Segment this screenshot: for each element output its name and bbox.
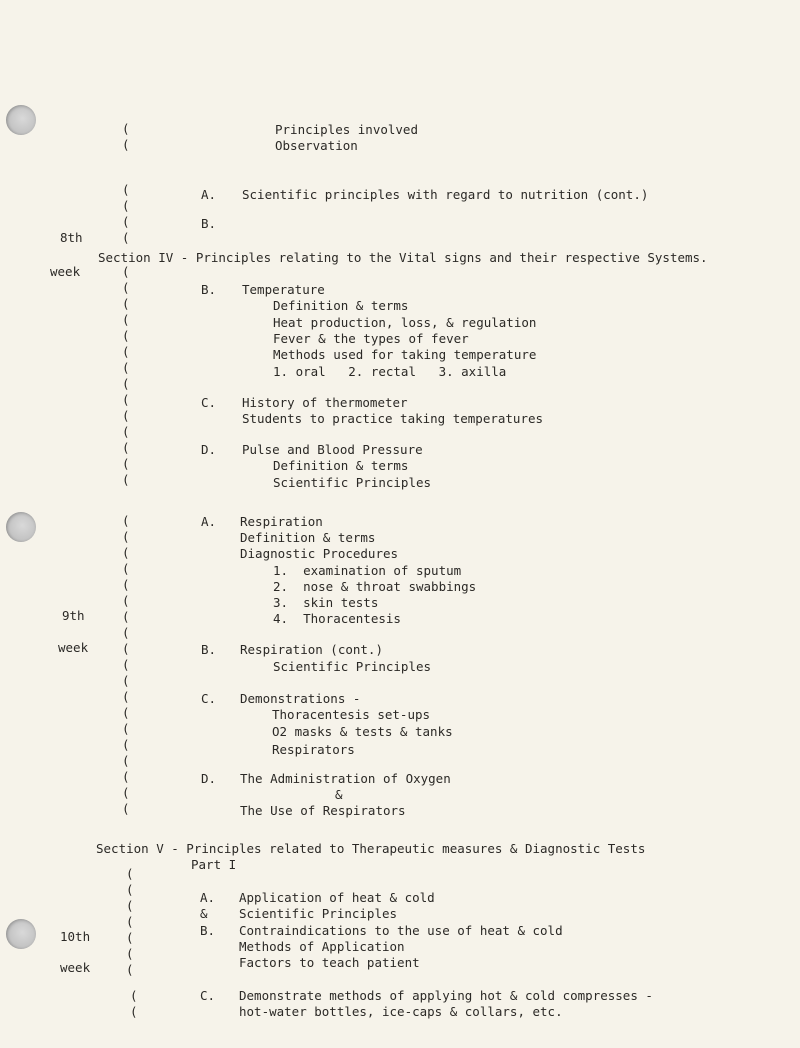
paren: ( bbox=[122, 182, 130, 197]
paren: ( bbox=[122, 360, 130, 375]
respiration-cont-title: Respiration (cont.) bbox=[240, 642, 383, 657]
respiration-cont-item: Scientific Principles bbox=[273, 659, 432, 674]
diagnostic-procedure: 1. examination of sputum bbox=[273, 563, 462, 578]
paren: ( bbox=[122, 529, 130, 544]
contraindications-sub: Factors to teach patient bbox=[239, 955, 420, 970]
paren: ( bbox=[122, 376, 130, 391]
temperature-title: Temperature bbox=[242, 282, 325, 297]
paren: ( bbox=[126, 962, 134, 977]
paren: ( bbox=[130, 1004, 138, 1019]
paren: ( bbox=[122, 344, 130, 359]
temperature-methods: 1. oral 2. rectal 3. axilla bbox=[273, 364, 507, 379]
paren: ( bbox=[126, 882, 134, 897]
paren: ( bbox=[122, 137, 130, 152]
paren: ( bbox=[126, 946, 134, 961]
diagnostic-procedure: 3. skin tests bbox=[273, 595, 379, 610]
item-letter: A. bbox=[201, 187, 217, 202]
nutrition-item: Scientific principles with regard to nutrition (cont.) bbox=[242, 187, 649, 202]
paren: ( bbox=[122, 753, 130, 768]
paren: ( bbox=[122, 593, 130, 608]
observation: Observation bbox=[275, 138, 358, 153]
ampersand: & bbox=[200, 906, 208, 921]
compresses-item: Demonstrate methods of applying hot & cold compresses - bbox=[239, 988, 653, 1003]
temperature-item: Definition & terms bbox=[273, 298, 409, 313]
paren: ( bbox=[122, 769, 130, 784]
paren: ( bbox=[122, 296, 130, 311]
contraindications-item: Contraindications to the use of heat & cold bbox=[239, 923, 563, 938]
week-9-label: week bbox=[58, 640, 89, 655]
item-letter: D. bbox=[201, 771, 217, 786]
respirators-title: The Use of Respirators bbox=[240, 803, 406, 818]
respiration-title: Respiration bbox=[240, 514, 323, 529]
week-8-number: 8th bbox=[60, 230, 83, 245]
demonstration-item: Thoracentesis set-ups bbox=[272, 707, 431, 722]
paren: ( bbox=[122, 657, 130, 672]
pulse-title: Pulse and Blood Pressure bbox=[242, 442, 423, 457]
paren: ( bbox=[122, 625, 130, 640]
paren: ( bbox=[126, 866, 134, 881]
item-letter: D. bbox=[201, 442, 217, 457]
oxygen-title: The Administration of Oxygen bbox=[240, 771, 451, 786]
paren: ( bbox=[122, 609, 130, 624]
heat-cold-principles: Scientific Principles bbox=[239, 906, 398, 921]
paren: ( bbox=[122, 641, 130, 656]
item-letter: C. bbox=[200, 988, 216, 1003]
paren: ( bbox=[122, 513, 130, 528]
paren: ( bbox=[126, 930, 134, 945]
diagnostic-procedure: 4. Thoracentesis bbox=[273, 611, 401, 626]
principles-involved: Principles involved bbox=[275, 122, 418, 137]
paren: ( bbox=[122, 198, 130, 213]
item-letter: B. bbox=[201, 216, 217, 231]
section-v-heading: Section V - Principles related to Therapeutic measures & Diagnostic Tests bbox=[96, 841, 646, 856]
demonstration-item: Respirators bbox=[272, 742, 355, 757]
respiration-item: Diagnostic Procedures bbox=[240, 546, 399, 561]
paren: ( bbox=[122, 689, 130, 704]
pulse-item: Scientific Principles bbox=[273, 475, 432, 490]
paren: ( bbox=[122, 673, 130, 688]
paren: ( bbox=[122, 577, 130, 592]
section-v-part: Part I bbox=[191, 857, 237, 872]
week-9-number: 9th bbox=[62, 608, 85, 623]
ampersand: & bbox=[335, 787, 343, 802]
item-letter: C. bbox=[201, 691, 217, 706]
item-letter: B. bbox=[201, 642, 217, 657]
item-letter: B. bbox=[200, 923, 216, 938]
item-letter: C. bbox=[201, 395, 217, 410]
paren: ( bbox=[126, 898, 134, 913]
paren: ( bbox=[122, 424, 130, 439]
thermometer-item: Students to practice taking temperatures bbox=[242, 411, 544, 426]
temperature-item: Methods used for taking temperature bbox=[273, 347, 537, 362]
paren: ( bbox=[126, 914, 134, 929]
temperature-item: Heat production, loss, & regulation bbox=[273, 315, 537, 330]
contraindications-sub: Methods of Application bbox=[239, 939, 405, 954]
paren: ( bbox=[122, 472, 130, 487]
paren: ( bbox=[122, 230, 130, 245]
paren: ( bbox=[122, 280, 130, 295]
thermometer-title: History of thermometer bbox=[242, 395, 408, 410]
paren: ( bbox=[122, 561, 130, 576]
diagnostic-procedure: 2. nose & throat swabbings bbox=[273, 579, 477, 594]
binder-hole bbox=[6, 512, 36, 542]
paren: ( bbox=[122, 312, 130, 327]
demonstration-item: O2 masks & tests & tanks bbox=[272, 724, 453, 739]
pulse-item: Definition & terms bbox=[273, 458, 409, 473]
paren: ( bbox=[122, 801, 130, 816]
paren: ( bbox=[122, 705, 130, 720]
item-letter: A. bbox=[201, 514, 217, 529]
item-letter: B. bbox=[201, 282, 217, 297]
paren: ( bbox=[130, 988, 138, 1003]
paren: ( bbox=[122, 785, 130, 800]
week-10-number: 10th bbox=[60, 929, 91, 944]
paren: ( bbox=[122, 264, 130, 279]
demonstrations-title: Demonstrations - bbox=[240, 691, 361, 706]
week-10-label: week bbox=[60, 960, 91, 975]
paren: ( bbox=[122, 440, 130, 455]
temperature-item: Fever & the types of fever bbox=[273, 331, 469, 346]
paren: ( bbox=[122, 408, 130, 423]
item-letter: A. bbox=[200, 890, 216, 905]
compresses-item-cont: hot-water bottles, ice-caps & collars, etc. bbox=[239, 1004, 563, 1019]
section-iv-heading: Section IV - Principles relating to the Vital signs and their respective Systems. bbox=[98, 250, 708, 265]
paren: ( bbox=[122, 392, 130, 407]
heat-cold-item: Application of heat & cold bbox=[239, 890, 435, 905]
paren: ( bbox=[122, 456, 130, 471]
paren: ( bbox=[122, 721, 130, 736]
binder-hole bbox=[6, 919, 36, 949]
respiration-item: Definition & terms bbox=[240, 530, 376, 545]
paren: ( bbox=[122, 214, 130, 229]
binder-hole bbox=[6, 105, 36, 135]
week-8-label: week bbox=[50, 264, 81, 279]
paren: ( bbox=[122, 545, 130, 560]
paren: ( bbox=[122, 121, 130, 136]
paren: ( bbox=[122, 328, 130, 343]
paren: ( bbox=[122, 737, 130, 752]
